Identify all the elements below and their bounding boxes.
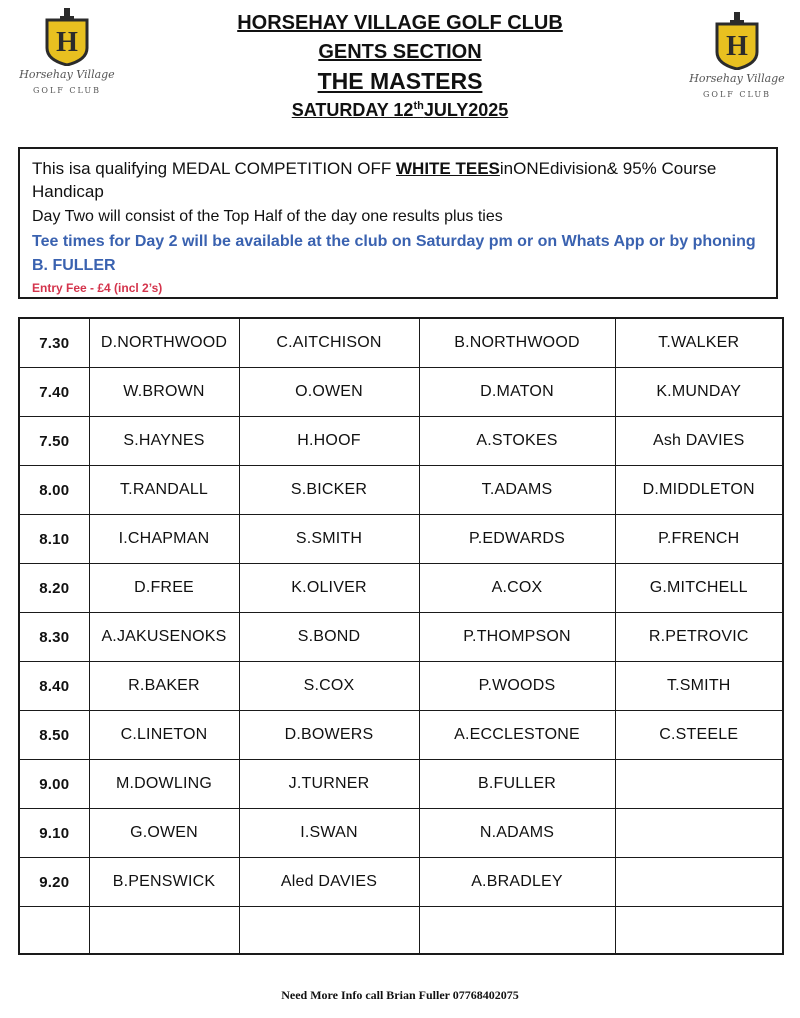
player-cell: B.FULLER bbox=[419, 760, 615, 809]
entry-fee: Entry Fee - £4 (incl 2’s) bbox=[32, 281, 163, 295]
tee-time-cell: 8.10 bbox=[19, 515, 89, 564]
player-cell: D.BOWERS bbox=[239, 711, 419, 760]
tee-time-cell: 8.40 bbox=[19, 662, 89, 711]
empty-cell bbox=[19, 907, 89, 955]
player-cell: C.LINETON bbox=[89, 711, 239, 760]
tee-time-cell: 9.10 bbox=[19, 809, 89, 858]
section-title: GENTS SECTION bbox=[318, 41, 482, 63]
description-end: inONEdivision& 95% Course Handicap bbox=[32, 159, 717, 201]
player-cell bbox=[615, 809, 783, 858]
player-cell: B.PENSWICK bbox=[89, 858, 239, 907]
player-cell: Aled DAVIES bbox=[239, 858, 419, 907]
tee-time-cell: 8.50 bbox=[19, 711, 89, 760]
description-start: This isa qualifying MEDAL COMPETITION OFF bbox=[32, 159, 396, 178]
empty-row bbox=[19, 907, 783, 955]
tee-time-cell: 9.00 bbox=[19, 760, 89, 809]
player-cell: D.NORTHWOOD bbox=[89, 318, 239, 368]
player-cell: T.SMITH bbox=[615, 662, 783, 711]
player-cell: P.THOMPSON bbox=[419, 613, 615, 662]
player-cell: A.STOKES bbox=[419, 417, 615, 466]
tee-time-cell: 8.00 bbox=[19, 466, 89, 515]
club-crest-icon bbox=[714, 12, 760, 70]
tee-time-row bbox=[19, 466, 783, 515]
date-prefix: SATURDAY 12 bbox=[291, 100, 414, 120]
competition-info-box bbox=[18, 147, 778, 299]
tee-time-cell: 7.30 bbox=[19, 318, 89, 368]
player-cell: S.BOND bbox=[239, 613, 419, 662]
player-cell: R.BAKER bbox=[89, 662, 239, 711]
club-name: HORSEHAY VILLAGE GOLF CLUB bbox=[237, 12, 563, 34]
player-cell bbox=[615, 760, 783, 809]
player-cell: N.ADAMS bbox=[419, 809, 615, 858]
player-cell: J.TURNER bbox=[239, 760, 419, 809]
contact-footer: Need More Info call Brian Fuller 07768402075 bbox=[281, 988, 519, 1002]
white-tees-label: WHITE TEES bbox=[396, 159, 500, 178]
day-two-note: Day Two will consist of the Top Half of the day one results plus ties bbox=[32, 208, 503, 225]
player-cell: K.OLIVER bbox=[239, 564, 419, 613]
player-cell: A.JAKUSENOKS bbox=[89, 613, 239, 662]
player-cell: I.CHAPMAN bbox=[89, 515, 239, 564]
tee-time-row bbox=[19, 368, 783, 417]
tee-times-body bbox=[19, 318, 783, 954]
event-date bbox=[160, 101, 640, 119]
player-cell: C.AITCHISON bbox=[239, 318, 419, 368]
player-cell: T.ADAMS bbox=[419, 466, 615, 515]
tee-time-row bbox=[19, 809, 783, 858]
player-cell: M.DOWLING bbox=[89, 760, 239, 809]
tee-time-row bbox=[19, 711, 783, 760]
empty-cell bbox=[89, 907, 239, 955]
tee-time-row bbox=[19, 417, 783, 466]
svg-text:H: H bbox=[726, 31, 748, 62]
tee-time-row bbox=[19, 858, 783, 907]
club-logo-script: Horsehay Village bbox=[19, 68, 115, 81]
player-cell: D.FREE bbox=[89, 564, 239, 613]
tee-time-row bbox=[19, 318, 783, 368]
player-cell: T.WALKER bbox=[615, 318, 783, 368]
competition-description bbox=[32, 157, 766, 203]
player-cell: S.HAYNES bbox=[89, 417, 239, 466]
tee-time-row bbox=[19, 760, 783, 809]
player-cell: R.PETROVIC bbox=[615, 613, 783, 662]
player-cell: I.SWAN bbox=[239, 809, 419, 858]
date-ordinal: th bbox=[413, 100, 424, 112]
tee-time-cell: 8.20 bbox=[19, 564, 89, 613]
player-cell bbox=[615, 858, 783, 907]
tee-times-note: Tee times for Day 2 will be available at the club on Saturday pm or on Whats App or by phoning B. FULLER bbox=[32, 233, 756, 274]
empty-cell bbox=[615, 907, 783, 955]
club-logo-right bbox=[682, 12, 792, 102]
player-cell: P.FRENCH bbox=[615, 515, 783, 564]
player-cell: H.HOOF bbox=[239, 417, 419, 466]
player-cell: S.COX bbox=[239, 662, 419, 711]
player-cell: T.RANDALL bbox=[89, 466, 239, 515]
player-cell: B.NORTHWOOD bbox=[419, 318, 615, 368]
player-cell: G.OWEN bbox=[89, 809, 239, 858]
tee-time-row bbox=[19, 515, 783, 564]
tee-time-cell: 9.20 bbox=[19, 858, 89, 907]
player-cell: S.BICKER bbox=[239, 466, 419, 515]
empty-cell bbox=[239, 907, 419, 955]
tee-time-cell: 8.30 bbox=[19, 613, 89, 662]
event-title: THE MASTERS bbox=[317, 68, 483, 94]
player-cell: G.MITCHELL bbox=[615, 564, 783, 613]
tee-time-row bbox=[19, 564, 783, 613]
date-suffix: JULY2025 bbox=[423, 100, 509, 120]
tee-times-table bbox=[18, 317, 784, 955]
tee-time-cell: 7.50 bbox=[19, 417, 89, 466]
player-cell: A.BRADLEY bbox=[419, 858, 615, 907]
club-logo-script: Horsehay Village bbox=[689, 72, 785, 85]
player-cell: S.SMITH bbox=[239, 515, 419, 564]
player-cell: D.MIDDLETON bbox=[615, 466, 783, 515]
player-cell: C.STEELE bbox=[615, 711, 783, 760]
club-logo-subtitle: GOLF CLUB bbox=[33, 86, 101, 95]
player-cell: D.MATON bbox=[419, 368, 615, 417]
tee-time-row bbox=[19, 662, 783, 711]
player-cell: A.ECCLESTONE bbox=[419, 711, 615, 760]
player-cell: O.OWEN bbox=[239, 368, 419, 417]
player-cell: Ash DAVIES bbox=[615, 417, 783, 466]
svg-text:H: H bbox=[56, 27, 78, 58]
tee-time-row bbox=[19, 613, 783, 662]
tee-time-cell: 7.40 bbox=[19, 368, 89, 417]
club-crest-icon bbox=[44, 8, 90, 66]
player-cell: W.BROWN bbox=[89, 368, 239, 417]
player-cell: P.EDWARDS bbox=[419, 515, 615, 564]
empty-cell bbox=[419, 907, 615, 955]
club-logo-subtitle: GOLF CLUB bbox=[703, 90, 771, 99]
club-logo-left bbox=[12, 8, 122, 98]
player-cell: K.MUNDAY bbox=[615, 368, 783, 417]
page-header bbox=[160, 10, 640, 119]
player-cell: P.WOODS bbox=[419, 662, 615, 711]
player-cell: A.COX bbox=[419, 564, 615, 613]
